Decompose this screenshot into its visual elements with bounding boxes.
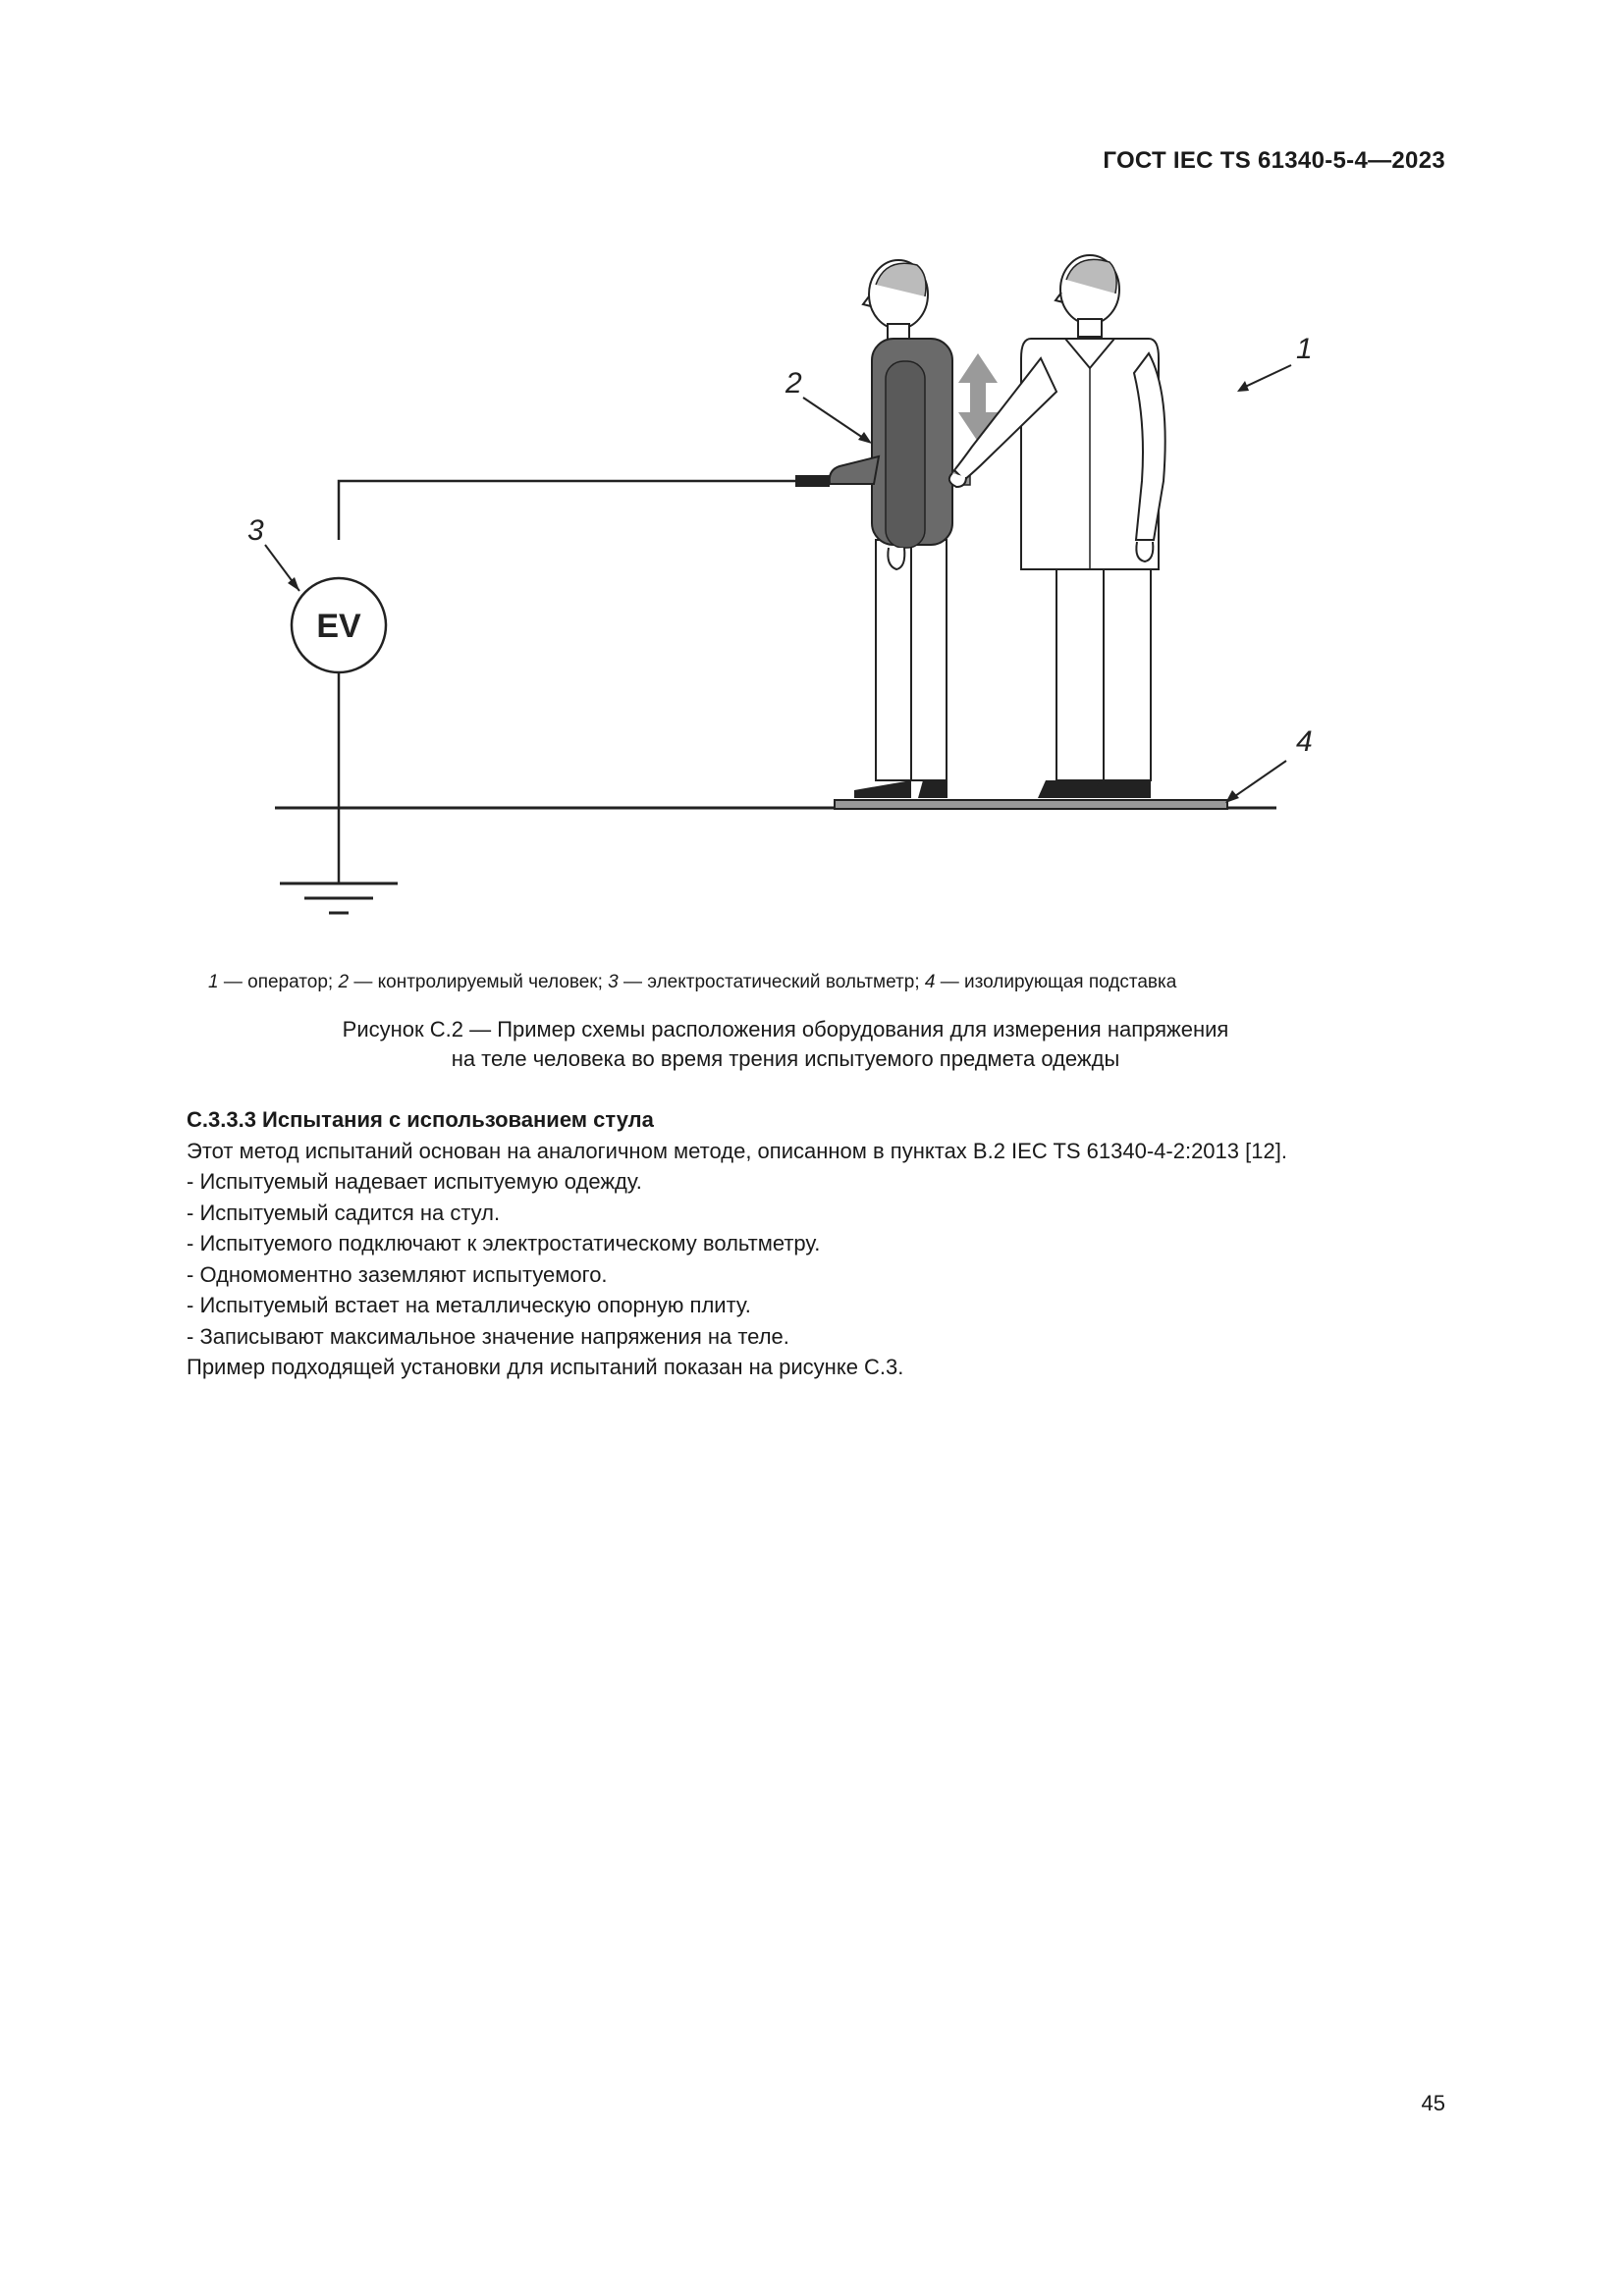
insulating-platform	[835, 800, 1227, 809]
step-item: - Записывают максимальное значение напряжения на теле.	[187, 1323, 789, 1349]
legend-num-1: 1	[208, 972, 219, 992]
legend-text-4: — изолирующая подставка	[935, 972, 1177, 992]
ground-symbol	[280, 883, 398, 913]
section-outro: Пример подходящей установки для испытаний показан на рисунке С.3.	[187, 1355, 904, 1379]
meter-label: EV	[316, 608, 361, 645]
monitored-person	[795, 260, 970, 798]
figure-drawing	[167, 245, 1345, 952]
legend-num-4: 4	[924, 972, 936, 992]
callout-4: 4	[1296, 725, 1313, 758]
operator	[949, 255, 1165, 798]
step-item: - Испытуемый садится на стул.	[187, 1200, 501, 1225]
step-item: - Одномоментно заземляют испытуемого.	[187, 1261, 608, 1287]
caption-line-1: Рисунок С.2 — Пример схемы расположения оборудования для измерения напряжения	[342, 1017, 1229, 1041]
figure-legend	[208, 972, 1426, 993]
figure-c2	[167, 245, 1345, 952]
figure-caption	[196, 1015, 1375, 1074]
legend-num-2: 2	[338, 972, 350, 992]
legend-num-3: 3	[608, 972, 619, 992]
callout-1: 1	[1296, 333, 1313, 365]
legend-text-1: — оператор;	[218, 972, 339, 992]
electrostatic-voltmeter	[292, 578, 386, 672]
legend-text-3: — электростатический вольтметр;	[618, 972, 925, 992]
callout-2: 2	[785, 367, 802, 400]
caption-line-2: на теле человека во время трения испытуемого предмета одежды	[451, 1046, 1120, 1071]
step-item: - Испытуемый надевает испытуемую одежду.	[187, 1169, 642, 1194]
document-header: ГОСТ IEC TS 61340-5-4—2023	[1103, 147, 1445, 174]
measurement-wire	[339, 481, 795, 540]
section-intro: Этот метод испытаний основан на аналогичном методе, описанном в пунктах В.2 IEC TS 61340-4-2:2013 [12].	[187, 1138, 1287, 1163]
step-item: - Испытуемого подключают к электростатическому вольтметру.	[187, 1231, 821, 1255]
step-item: - Испытуемый встает на металлическую опорную плиту.	[187, 1293, 751, 1317]
section-heading: С.3.3.3 Испытания с использованием стула	[187, 1107, 654, 1132]
section-c333	[187, 1104, 1463, 1383]
page-number: 45	[1421, 2091, 1445, 2115]
legend-text-2: — контролируемый человек;	[349, 972, 609, 992]
callout-3: 3	[247, 514, 264, 547]
